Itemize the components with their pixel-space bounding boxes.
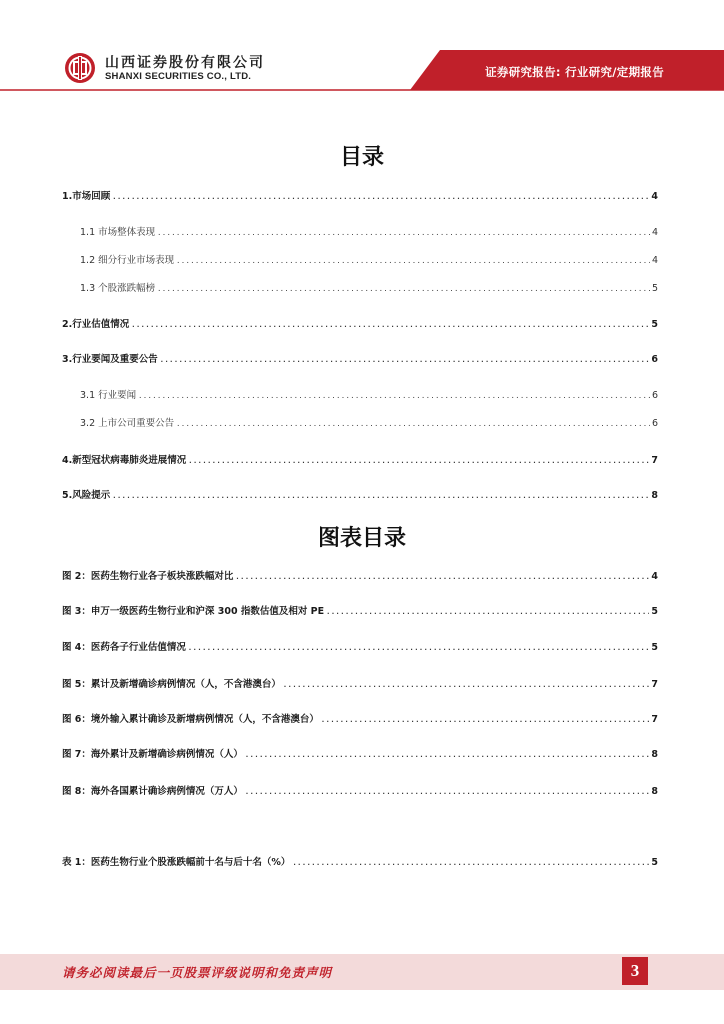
header-band <box>0 0 724 100</box>
toc-item[interactable] <box>62 188 658 202</box>
figure-item-label: 图 3：申万一级医药生物行业和沪深 300 指数估值及相对 PE <box>62 606 325 617</box>
table-item[interactable] <box>62 854 658 868</box>
toc-item[interactable] <box>62 487 658 501</box>
leader-dots <box>157 229 650 237</box>
toc-item-page: 5 <box>651 319 658 330</box>
leader-dots <box>160 356 650 364</box>
leader-dots <box>176 420 650 428</box>
leader-dots <box>131 321 649 329</box>
figure-item[interactable] <box>62 568 658 582</box>
figure-item-label: 图 5：累计及新增确诊病例情况（人，不含港澳台） <box>62 679 281 690</box>
figure-item-page: 4 <box>651 571 658 582</box>
toc-item-page: 4 <box>651 255 658 266</box>
page-header <box>0 0 724 100</box>
figure-item[interactable] <box>62 639 658 653</box>
toc-item[interactable] <box>80 415 658 429</box>
leader-dots <box>245 788 649 796</box>
figures-title: 图表目录 <box>317 526 406 551</box>
figure-item-page: 8 <box>651 749 658 760</box>
toc-item-label: 3.2 上市公司重要公告 <box>80 418 175 429</box>
leader-dots <box>112 193 649 201</box>
leader-dots <box>112 492 649 500</box>
toc-item[interactable] <box>62 351 658 365</box>
toc-item-label: 4.新型冠状病毒肺炎进展情况 <box>62 455 187 466</box>
figure-item-page: 5 <box>651 642 658 653</box>
figure-item[interactable] <box>62 711 658 725</box>
figure-item[interactable] <box>62 746 658 760</box>
toc-item-label: 3.行业要闻及重要公告 <box>62 354 158 365</box>
figure-item-label: 图 7：海外累计及新增确诊病例情况（人） <box>62 749 243 760</box>
toc-item-page: 6 <box>651 390 658 401</box>
leader-dots <box>283 681 649 689</box>
toc-item[interactable] <box>62 316 658 330</box>
page-number: 3 <box>622 957 648 985</box>
toc-item-page: 6 <box>651 418 658 429</box>
figure-item-label: 图 6：境外输入累计确诊及新增病例情况（人，不含港澳台） <box>62 714 319 725</box>
company-name-cn: 山西证券股份有限公司 <box>105 55 265 71</box>
figure-item-page: 8 <box>651 786 658 797</box>
figure-item-page: 5 <box>651 606 658 617</box>
toc-item-page: 5 <box>651 283 658 294</box>
toc-item-label: 1.市场回顾 <box>62 191 111 202</box>
figure-item-label: 图 8：海外各国累计确诊病例情况（万人） <box>62 786 243 797</box>
leader-dots <box>188 644 649 652</box>
figure-item-label: 图 4：医药各子行业估值情况 <box>62 642 186 653</box>
toc-item-label: 5.风险提示 <box>62 490 111 501</box>
leader-dots <box>138 392 650 400</box>
leader-dots <box>176 257 650 265</box>
toc-item-page: 6 <box>651 354 658 365</box>
leader-dots <box>235 573 649 581</box>
toc-item[interactable] <box>80 224 658 238</box>
company-logo-icon <box>64 52 96 84</box>
toc-item[interactable] <box>80 252 658 266</box>
toc-item-page: 8 <box>651 490 658 501</box>
table-item-label: 表 1：医药生物行业个股涨跌幅前十名与后十名（%） <box>62 857 291 868</box>
toc-item[interactable] <box>80 387 658 401</box>
toc-title: 目录 <box>339 145 384 170</box>
figure-item-label: 图 2：医药生物行业各子板块涨跌幅对比 <box>62 571 234 582</box>
toc-item-label: 1.3 个股涨跌幅榜 <box>80 283 156 294</box>
figure-item-page: 7 <box>651 714 658 725</box>
leader-dots <box>292 859 649 867</box>
toc-item-page: 4 <box>651 191 658 202</box>
toc-item-page: 7 <box>651 455 658 466</box>
figure-item-page: 7 <box>651 679 658 690</box>
figure-item[interactable] <box>62 603 658 617</box>
leader-dots <box>326 608 649 616</box>
company-name-en: SHANXI SECURITIES CO., LTD. <box>105 71 252 82</box>
leader-dots <box>188 457 649 465</box>
toc-item-label: 2.行业估值情况 <box>62 319 130 330</box>
footer-disclaimer: 请务必阅读最后一页股票评级说明和免责声明 <box>62 965 333 980</box>
toc-item-label: 1.2 细分行业市场表现 <box>80 255 175 266</box>
leader-dots <box>245 751 649 759</box>
toc-item-label: 3.1 行业要闻 <box>80 390 137 401</box>
table-item-page: 5 <box>651 857 658 868</box>
figure-item[interactable] <box>62 783 658 797</box>
toc-item-page: 4 <box>651 227 658 238</box>
toc-item[interactable] <box>80 280 658 294</box>
toc-item-label: 1.1 市场整体表现 <box>80 227 156 238</box>
leader-dots <box>157 285 650 293</box>
toc-item[interactable] <box>62 452 658 466</box>
leader-dots <box>321 716 649 724</box>
report-type: 证券研究报告: 行业研究/定期报告 <box>485 65 664 79</box>
figure-item[interactable] <box>62 676 658 690</box>
